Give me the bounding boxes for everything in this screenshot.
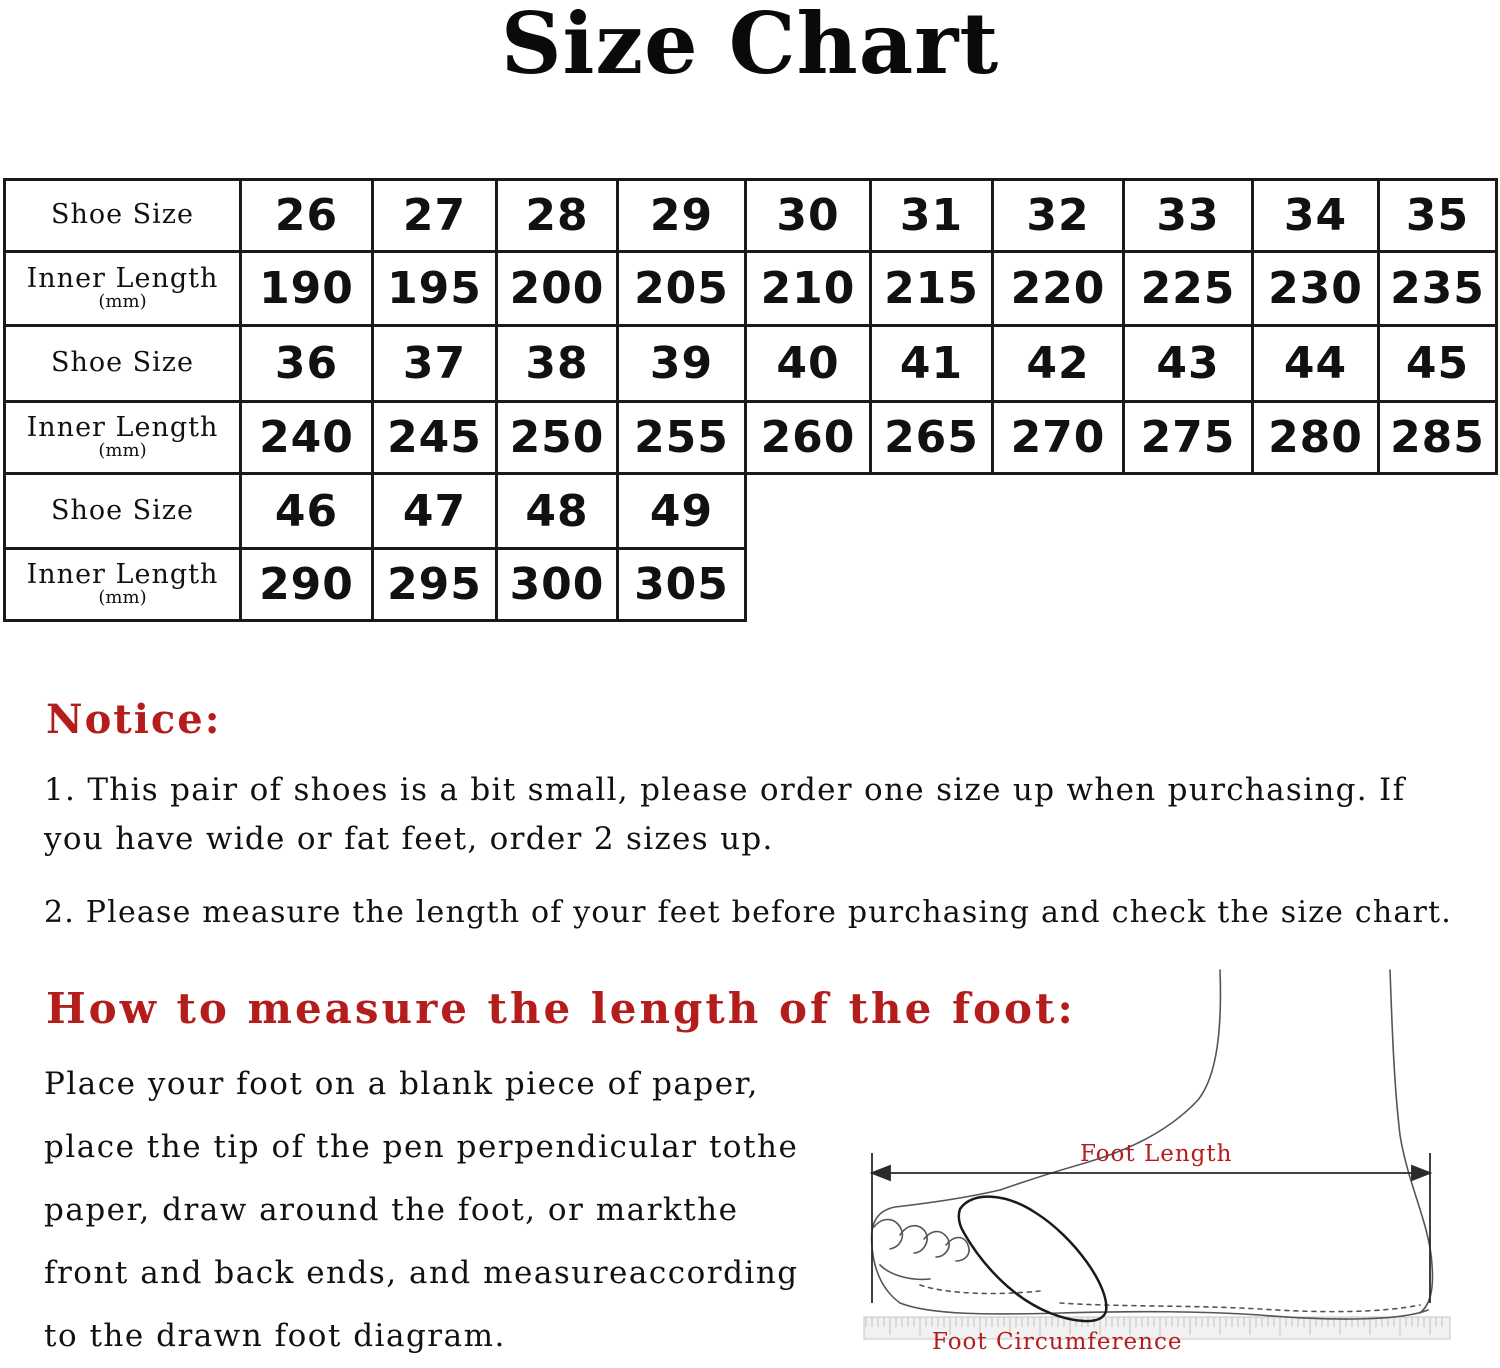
circumference-loop xyxy=(959,1197,1107,1321)
table-row xyxy=(5,474,1497,549)
row-label-inner-length: Inner Length (mm) xyxy=(5,549,241,621)
unit-label: (mm) xyxy=(98,291,147,313)
size-cell: 48 xyxy=(497,474,618,549)
length-cell: 190 xyxy=(241,252,373,326)
length-cell: 220 xyxy=(993,252,1124,326)
size-cell: 35 xyxy=(1379,180,1497,252)
foot-circumference-label: Foot Circumference xyxy=(932,1329,1183,1355)
foot-length-arrow xyxy=(872,1153,1430,1303)
length-cell: 265 xyxy=(871,402,993,474)
row-label-inner-length: Inner Length (mm) xyxy=(5,402,241,474)
size-cell: 31 xyxy=(871,180,993,252)
howto-text: Place your foot on a blank piece of paper, place the tip of the pen perpendicular tothe paper, draw around the foot, or markthe front and back ends, and measureaccording to the drawn foot diagram. xyxy=(44,1066,799,1354)
unit-label: (mm) xyxy=(98,587,147,609)
foot-diagram xyxy=(860,965,1460,1355)
row-label-shoe-size: Shoe Size xyxy=(5,180,241,252)
length-cell: 240 xyxy=(241,402,373,474)
size-cell: 47 xyxy=(373,474,497,549)
size-cell: 30 xyxy=(746,180,871,252)
length-cell: 255 xyxy=(618,402,746,474)
size-cell: 33 xyxy=(1124,180,1253,252)
howto-heading: How to measure the length of the foot: xyxy=(46,984,1076,1033)
foot-length-label: Foot Length xyxy=(1080,1141,1233,1167)
row-label-inner-length: Inner Length (mm) xyxy=(5,252,241,326)
size-cell: 29 xyxy=(618,180,746,252)
size-cell: 44 xyxy=(1253,326,1379,402)
length-cell: 200 xyxy=(497,252,618,326)
length-cell: 210 xyxy=(746,252,871,326)
size-cell: 38 xyxy=(497,326,618,402)
length-cell: 230 xyxy=(1253,252,1379,326)
length-cell: 270 xyxy=(993,402,1124,474)
length-cell: 300 xyxy=(497,549,618,621)
size-cell: 28 xyxy=(497,180,618,252)
length-cell: 245 xyxy=(373,402,497,474)
table-row xyxy=(5,549,1497,621)
length-cell: 205 xyxy=(618,252,746,326)
length-cell: 280 xyxy=(1253,402,1379,474)
size-table xyxy=(3,178,1498,622)
row-label-shoe-size: Shoe Size xyxy=(5,326,241,402)
size-cell: 39 xyxy=(618,326,746,402)
table-row xyxy=(5,180,1497,252)
size-cell: 45 xyxy=(1379,326,1497,402)
size-cell: 27 xyxy=(373,180,497,252)
size-cell: 46 xyxy=(241,474,373,549)
length-cell: 295 xyxy=(373,549,497,621)
length-cell: 215 xyxy=(871,252,993,326)
size-cell: 40 xyxy=(746,326,871,402)
notice-item-1: 1. This pair of shoes is a bit small, please order one size up when purchasing. If you have wide or fat feet, order 2 sizes up. xyxy=(44,772,1406,857)
length-cell: 275 xyxy=(1124,402,1253,474)
notice-item-2: 2. Please measure the length of your feet before purchasing and check the size chart. xyxy=(44,895,1452,930)
length-cell: 250 xyxy=(497,402,618,474)
length-cell: 195 xyxy=(373,252,497,326)
length-cell: 225 xyxy=(1124,252,1253,326)
table-row xyxy=(5,326,1497,402)
table-row xyxy=(5,402,1497,474)
table-row xyxy=(5,252,1497,326)
size-cell: 26 xyxy=(241,180,373,252)
length-cell: 235 xyxy=(1379,252,1497,326)
row-label-shoe-size: Shoe Size xyxy=(5,474,241,549)
size-cell: 34 xyxy=(1253,180,1379,252)
length-cell: 260 xyxy=(746,402,871,474)
size-cell: 42 xyxy=(993,326,1124,402)
length-cell: 285 xyxy=(1379,402,1497,474)
length-cell: 290 xyxy=(241,549,373,621)
size-cell: 37 xyxy=(373,326,497,402)
size-cell: 41 xyxy=(871,326,993,402)
size-cell: 36 xyxy=(241,326,373,402)
size-cell: 43 xyxy=(1124,326,1253,402)
notice-heading: Notice: xyxy=(46,696,222,743)
unit-label: (mm) xyxy=(98,440,147,462)
page-title: Size Chart xyxy=(500,0,1000,93)
size-cell: 32 xyxy=(993,180,1124,252)
size-cell: 49 xyxy=(618,474,746,549)
length-cell: 305 xyxy=(618,549,746,621)
